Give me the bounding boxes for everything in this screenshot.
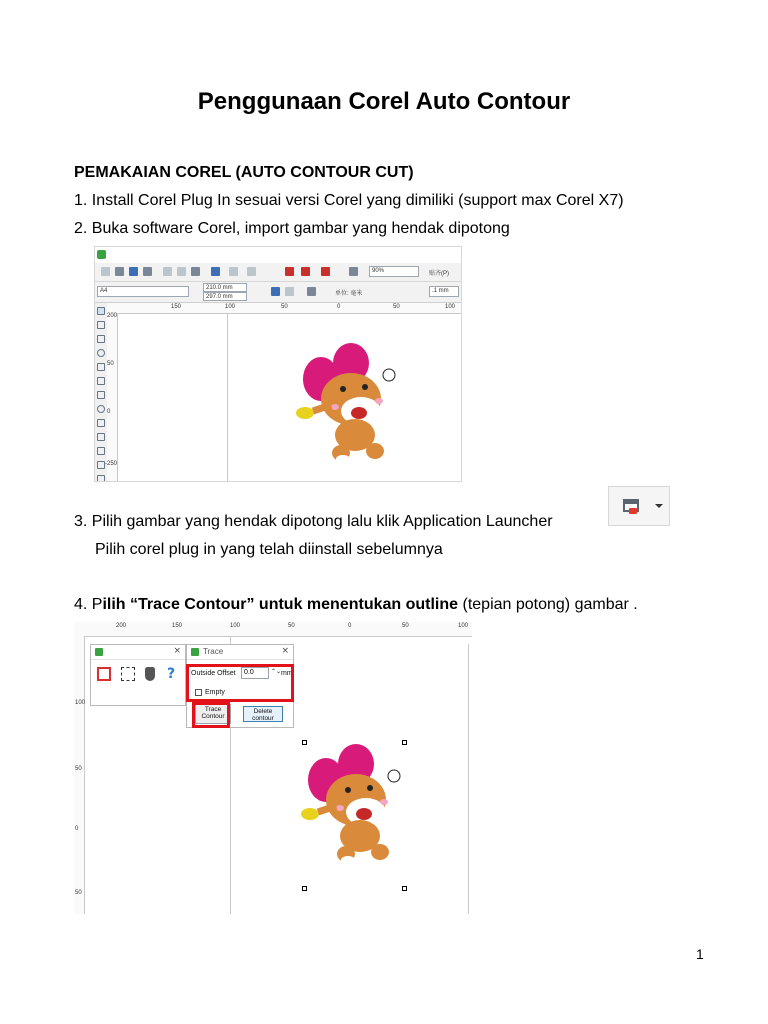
application-launcher-button[interactable] <box>608 486 670 526</box>
step-1: 1. Install Corel Plug In sesuai versi Corel yang dimiliki (support max Corel X7) <box>74 192 624 209</box>
cartoon-character-image[interactable] <box>300 742 412 868</box>
page-border-right <box>468 644 469 914</box>
ruler-tick: 100 <box>458 623 469 629</box>
plugin-panel <box>90 644 186 706</box>
step-3: 3. Pilih gambar yang hendak dipotong lalu klik Application Launcher <box>74 513 553 530</box>
cartoon-character-image[interactable] <box>295 341 407 467</box>
copy-icon[interactable] <box>177 267 186 276</box>
ruler-tick: 50 <box>402 623 409 629</box>
freehand-tool-icon[interactable] <box>97 363 105 371</box>
ruler-tick: 200 <box>107 313 118 319</box>
new-document-icon[interactable] <box>101 267 110 276</box>
ruler-tick: 150 <box>171 304 182 310</box>
table-tool-icon[interactable] <box>97 447 105 455</box>
text-tool-icon[interactable] <box>97 433 105 441</box>
zoom-tool-icon[interactable] <box>97 349 105 357</box>
page-border <box>227 313 228 481</box>
connector-tool-icon[interactable] <box>97 475 105 482</box>
vertical-ruler[interactable] <box>74 636 85 914</box>
standard-toolbar <box>95 263 461 282</box>
application-launcher-icon[interactable] <box>321 267 330 276</box>
close-icon[interactable]: × <box>173 646 181 656</box>
trace-panel-title: Trace <box>203 647 224 656</box>
ruler-tick: -250 <box>105 461 118 467</box>
save-icon[interactable] <box>129 267 138 276</box>
trace-plugin-icon <box>191 648 199 656</box>
document-title: Penggunaan Corel Auto Contour <box>197 88 571 115</box>
export-icon[interactable] <box>301 267 310 276</box>
corel-app-icon <box>97 250 106 259</box>
crop-tool-icon[interactable] <box>97 335 105 343</box>
portrait-icon[interactable] <box>271 287 280 296</box>
bounding-box-icon[interactable] <box>121 667 135 681</box>
step-3-subtext: Pilih corel plug in yang telah diinstall sebelumnya <box>95 541 443 558</box>
plugin-icon <box>95 648 103 656</box>
trace-plugin-screenshot <box>74 622 472 914</box>
ruler-tick: 0 <box>348 623 352 629</box>
dimension-tool-icon[interactable] <box>97 461 105 469</box>
shape-tool-icon[interactable] <box>97 321 105 329</box>
corel-window-screenshot <box>94 246 462 482</box>
redo-icon[interactable] <box>229 267 238 276</box>
snap-to-label[interactable]: 贴齐(P) <box>429 271 449 277</box>
outside-offset-label: Outside Offset <box>191 670 236 677</box>
ruler-tick: 100 <box>75 700 86 706</box>
help-icon[interactable]: ? <box>167 666 176 682</box>
nudge-distance-input[interactable]: .1 mm <box>429 286 459 297</box>
step-2: 2. Buka software Corel, import gambar yang hendak dipotong <box>74 220 510 237</box>
ruler-tick: 50 <box>107 361 114 367</box>
offset-highlight-box <box>186 664 294 702</box>
ruler-tick: 50 <box>393 304 400 310</box>
units-select[interactable]: 单位: 毫米 <box>335 291 363 297</box>
empty-label: Empty <box>205 689 225 696</box>
all-pages-icon[interactable] <box>307 287 316 296</box>
ruler-tick: 50 <box>281 304 288 310</box>
print-icon[interactable] <box>143 267 152 276</box>
contour-select-icon[interactable] <box>97 667 111 681</box>
window-titlebar <box>95 247 461 264</box>
page-number: 1 <box>696 946 704 962</box>
page-width-input[interactable]: 210.0 mm <box>203 283 247 292</box>
pick-tool-icon[interactable] <box>97 307 105 315</box>
selection-handle[interactable] <box>302 886 307 891</box>
search-icon[interactable] <box>247 267 256 276</box>
smart-fill-tool-icon[interactable] <box>97 377 105 385</box>
horizontal-ruler[interactable] <box>74 622 472 637</box>
rectangle-tool-icon[interactable] <box>97 391 105 399</box>
trace-panel-titlebar <box>187 645 293 660</box>
property-bar <box>95 282 461 303</box>
cut-icon[interactable] <box>163 267 172 276</box>
ruler-tick: 100 <box>225 304 236 310</box>
ruler-tick: 50 <box>75 766 82 772</box>
trace-contour-button[interactable]: Trace Contour <box>195 704 231 724</box>
close-icon[interactable]: × <box>281 646 289 656</box>
offset-unit-label: mm <box>281 670 293 677</box>
plugin-panel-titlebar <box>91 645 185 660</box>
undo-icon[interactable] <box>211 267 220 276</box>
ruler-tick: 0 <box>337 304 341 310</box>
ellipse-tool-icon[interactable] <box>97 405 105 413</box>
horizontal-ruler[interactable] <box>107 303 461 314</box>
trace-button-highlight-box <box>192 702 230 728</box>
ruler-tick: 100 <box>445 304 456 310</box>
paper-size-select[interactable]: A4 <box>97 286 189 297</box>
delete-contour-button[interactable]: Delete contour <box>243 706 283 722</box>
welcome-screen-icon[interactable] <box>349 267 358 276</box>
cutter-icon[interactable] <box>145 667 155 681</box>
ruler-tick: 50 <box>288 623 295 629</box>
step-4-prefix: 4. P <box>74 596 103 613</box>
ruler-tick: 50 <box>75 890 82 896</box>
chevron-down-icon[interactable] <box>655 504 663 508</box>
launcher-spark-icon <box>629 508 637 514</box>
paste-icon[interactable] <box>191 267 200 276</box>
landscape-icon[interactable] <box>285 287 294 296</box>
section-heading: PEMAKAIAN COREL (AUTO CONTOUR CUT) <box>74 164 414 181</box>
page-height-input[interactable]: 297.0 mm <box>203 292 247 301</box>
ruler-tick: 100 <box>230 623 241 629</box>
polygon-tool-icon[interactable] <box>97 419 105 427</box>
ruler-tick: 0 <box>107 409 111 415</box>
step-4-bold: ilih “Trace Contour” untuk menentukan outline <box>102 596 459 613</box>
outside-offset-input[interactable]: 0.0 <box>241 667 269 679</box>
ruler-tick: 150 <box>172 623 183 629</box>
zoom-select[interactable]: 90% <box>369 266 419 277</box>
open-icon[interactable] <box>115 267 124 276</box>
ruler-tick: 200 <box>116 623 127 629</box>
ruler-tick: 0 <box>75 826 79 832</box>
vertical-ruler[interactable] <box>107 313 118 481</box>
step-4 <box>74 596 638 614</box>
spinner-icon[interactable]: ⌃⌄ <box>271 669 282 675</box>
step-4-suffix: (tepian potong) gambar . <box>458 596 638 613</box>
import-icon[interactable] <box>285 267 294 276</box>
selection-handle[interactable] <box>402 886 407 891</box>
